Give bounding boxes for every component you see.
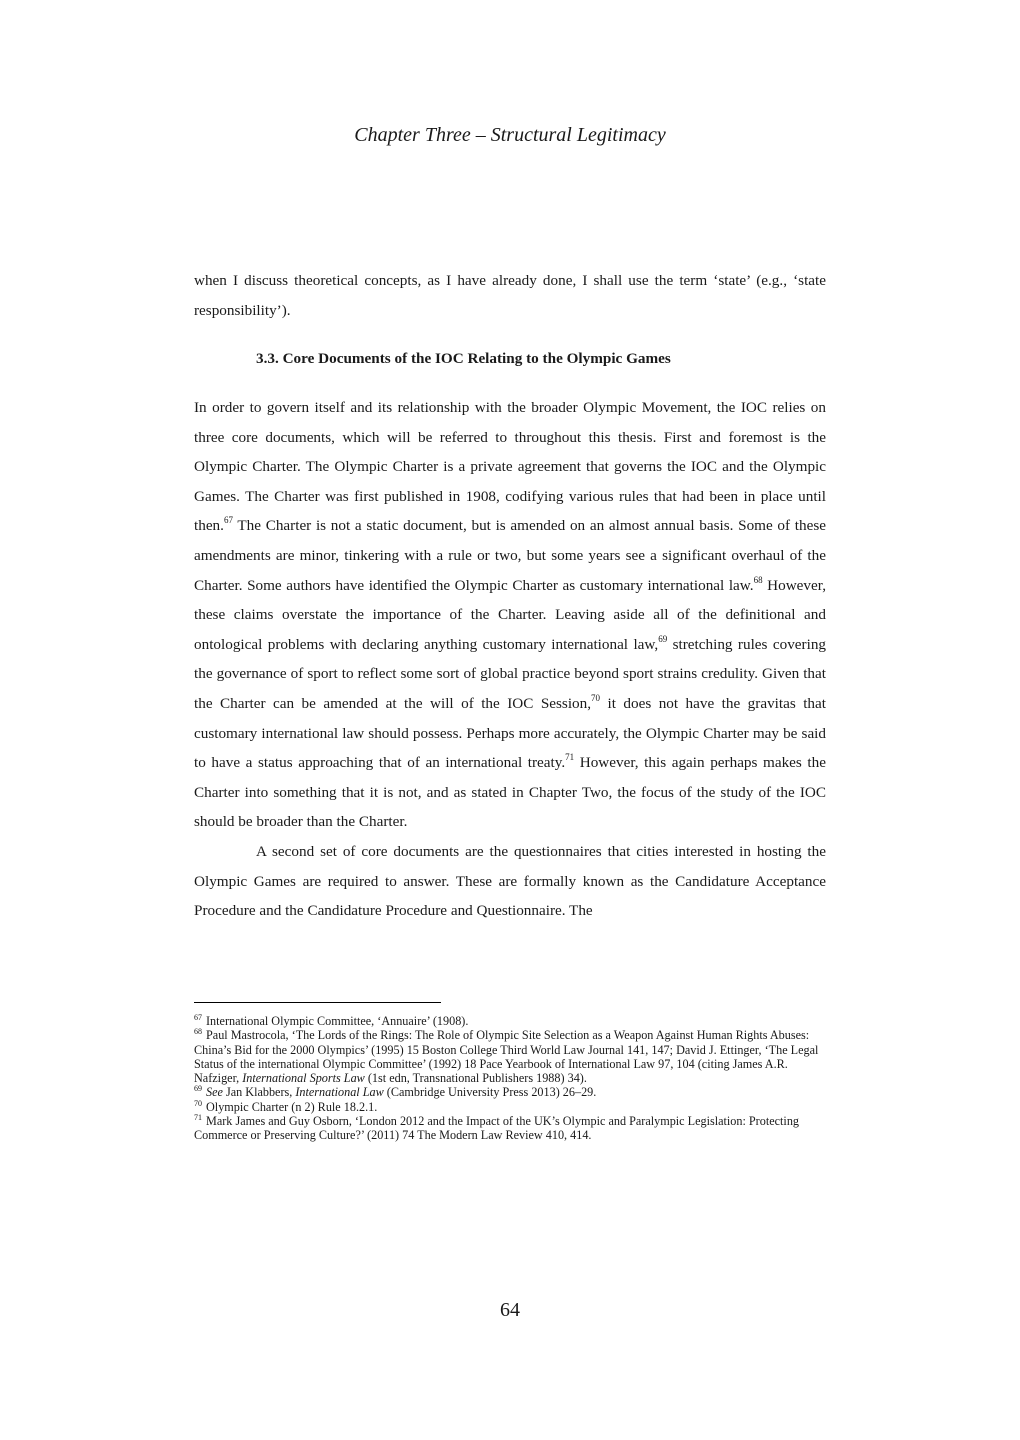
- footnote-number: 71: [194, 1113, 202, 1123]
- footnote-text: Paul Mastrocola, ‘The Lords of the Rings: The Role of Olympic Site Selection as a Weapon Against Human Rights Abuses: China’s Bid for the 2000 Olympics’ (1995) 15 Boston College Third World Law Journal 141, 147; David J. Ettinger, ‘The Legal Status of the international Olympic Committee’ (1992) 18 Pace Yearbook of International Law 97, 104 (citing James A.R. Nafziger,: [194, 1028, 819, 1086]
- paragraph-1-text: However, these claims overstate the importance of the Charter. Leaving aside all of the definitional and ontological problems with declaring anything customary international law,: [194, 576, 826, 653]
- paragraph-1-text: In order to govern itself and its relationship with the broader Olympic Movement, the IOC relies on three core documents, which will be referred to throughout this thesis. First and foremost is the Olympic Charter. The Olympic Charter is a private agreement that governs the IOC and the Olympic Games. The Charter was first published in 1908, codifying various rules that had been in place until then.: [194, 399, 826, 535]
- footnote-68: [194, 1028, 826, 1085]
- footnote-text: International Olympic Committee, ‘Annuaire’ (1908).: [206, 1014, 469, 1028]
- footnotes-list: [194, 1014, 826, 1143]
- footnote-separator: [194, 1002, 441, 1003]
- footnote-67: [194, 1014, 826, 1028]
- footnote-ref-70[interactable]: 70: [591, 692, 601, 703]
- footnote-number: 68: [194, 1027, 202, 1037]
- body-text: [194, 393, 826, 926]
- paragraph-1-text: The Charter is not a static document, but is amended on an almost annual basis. Some of these amendments are minor, tinkering with a rule or two, but some years see a significant overhaul of the Charter. Some authors have identified the Olympic Charter as customary international law.: [194, 517, 826, 594]
- paragraph-1-text: However, this again perhaps makes the Charter into something that it is not, and as stated in Chapter Two, the focus of the study of the IOC should be broader than the Charter.: [194, 754, 826, 831]
- paragraph-1-text: it does not have the gravitas that customary international law should possess. Perhaps more accurately, the Olympic Charter may be said to have a status approaching that of an international treaty.: [194, 694, 826, 772]
- intro-paragraph: when I discuss theoretical concepts, as I have already done, I shall use the term ‘state’ (e.g., ‘state responsibility’).: [194, 272, 826, 319]
- footnote-text: (1st edn, Transnational Publishers 1988) 34).: [364, 1071, 587, 1086]
- footnote-text: (Cambridge University Press 2013) 26–29.: [383, 1085, 597, 1100]
- paragraph-1-text: stretching rules covering the governance of sport to reflect some sort of global practice beyond sport strains credulity. Given that the Charter can be amended at the will of the IOC Session,: [194, 635, 827, 712]
- section-heading: 3.3. Core Documents of the IOC Relating to the Olympic Games: [256, 350, 671, 367]
- footnote-italic-title: International Sports Law: [242, 1071, 365, 1086]
- footnote-text: Mark James and Guy Osborn, ‘London 2012 and the Impact of the UK’s Olympic and Paralympic Legislation: Protecting Commerce or Preserving Culture?’ (2011) 74 The Modern Law Review 410, 414.: [194, 1114, 800, 1143]
- footnote-italic-title: International Law: [295, 1085, 384, 1100]
- footnote-number: 69: [194, 1084, 202, 1094]
- paragraph-1: [194, 393, 826, 837]
- intro-paragraph-block: [194, 266, 826, 325]
- footnote-70: [194, 1100, 826, 1114]
- footnote-ref-67[interactable]: 67: [223, 515, 233, 526]
- footnote-ref-68[interactable]: 68: [753, 574, 763, 585]
- page-number: 64: [500, 1299, 520, 1321]
- footnote-ref-69[interactable]: 69: [658, 633, 668, 644]
- running-head: Chapter Three – Structural Legitimacy: [354, 124, 666, 146]
- footnote-number: 70: [194, 1098, 202, 1108]
- footnote-text: Olympic Charter (n 2) Rule 18.2.1.: [206, 1099, 378, 1114]
- footnote-signal: See: [206, 1085, 223, 1100]
- paragraph-2: A second set of core documents are the questionnaires that cities interested in hosting the Olympic Games are required to answer. These are formally known as the Candidature Acceptance Procedure and the Candidature Procedure and Questionnaire. The: [194, 842, 826, 920]
- footnote-number: 67: [194, 1012, 202, 1022]
- footnote-69: [194, 1085, 826, 1099]
- footnote-ref-71[interactable]: 71: [565, 752, 575, 763]
- footnote-71: [194, 1114, 826, 1143]
- footnote-text: Jan Klabbers,: [222, 1085, 296, 1100]
